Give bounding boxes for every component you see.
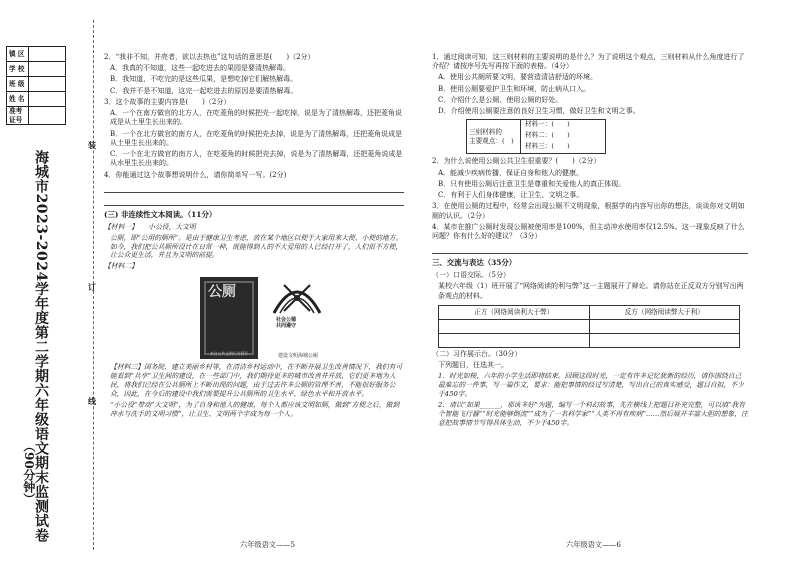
option: B．我知道，不吃完的是这些瓜果，是想吃掉它们解热解毒。 xyxy=(110,75,298,84)
debate-header-pro: 正方（网络阅读利大于弊） xyxy=(439,305,590,319)
info-label: 镇 区 xyxy=(7,47,29,62)
material-2-title: 【材料二】 xyxy=(104,262,138,271)
option: A．使用公共厕所要文明，要营造清洁舒适的环境。 xyxy=(438,73,598,82)
info-label: 班 级 xyxy=(7,77,29,92)
debate-cell[interactable] xyxy=(439,333,590,347)
question-4: 4．你能通过这个故事想说明什么，请你简单写一写。(2分) xyxy=(104,170,287,179)
option: C．介绍什么是公厕、使用公厕的好处。 xyxy=(438,95,563,104)
answer-box-label: 三则材料的 主要观点：( ) xyxy=(467,120,521,153)
debate-table xyxy=(438,305,740,348)
debate-cell[interactable] xyxy=(589,333,740,347)
essay-intro: 下列题目，任选其一。 xyxy=(438,360,508,369)
info-field[interactable] xyxy=(29,47,66,62)
page-5-column xyxy=(104,53,404,421)
info-field[interactable] xyxy=(29,107,66,125)
material-3-text: 【材料三】国务院、建立美丽乡村等，在清洁乡村运动中，在不断开展卫生改善情况下，我们有可能看到“共享”卫生间的建设，在一些部门中，我们期待更多的城市改善并开放，它们更多地为人民，将我们已经在公共厕所上不断出现的问题，由于过去许多公厕的管理不善，不能很好服务公众，因此，在今后的建设中我们需要提升公共厕所的卫生水平、绿色水平和开放水平。 xyxy=(110,363,403,399)
seal-char: 线 xyxy=(88,396,96,406)
section-heading: 三、交流与表达（35分） xyxy=(432,258,517,268)
subsection-heading: （二）习作展示台。（30分） xyxy=(432,349,522,358)
emblem-text: 社会公德 共同遵守 xyxy=(276,317,297,330)
option: B．使用公厕要爱护卫生和环境，防止病从口入。 xyxy=(438,84,591,93)
toilet-poster-image xyxy=(200,277,258,359)
material-1-title: 【材料一】 小公役，大文明 xyxy=(104,222,196,231)
emblem-image xyxy=(268,277,326,359)
answer-line[interactable] xyxy=(104,197,404,206)
material-2-images xyxy=(200,277,404,359)
page-6-column xyxy=(432,53,748,430)
question-3: 3．这个故事的主要内容是( )（2分） xyxy=(104,97,231,106)
option: A．能减少疾病传播，保证自身和他人的健康。 xyxy=(438,168,584,177)
info-field[interactable] xyxy=(29,77,66,92)
reading-question-1: 1．通过阅读可知，这三则材料的主要说明的是什么？为了说明这个观点，三则材料从什么角度进行了介绍？请按序号先写再按下面的表格。（4分） xyxy=(432,53,745,71)
info-field[interactable] xyxy=(29,92,66,107)
material-3-text-2: “小公役”带动“大文明”，为了自身和他人的健康，每个人都应该文明如厕，做到“方便之后，做到冲水与洗手的文明习惯”，让卫生、文明两个字成为每一个人。 xyxy=(110,401,400,419)
page-number: 六年级语文——6 xyxy=(566,540,621,549)
info-label: 学 校 xyxy=(7,62,29,77)
answer-box-row[interactable]: 材料一：( ) xyxy=(525,120,570,129)
answer-box-row[interactable]: 材料三：( ) xyxy=(525,142,570,151)
info-label: 准考证号 xyxy=(7,107,29,125)
exam-duration: （90分钟） xyxy=(21,440,36,505)
student-info-table xyxy=(6,46,66,125)
emblem-icon xyxy=(270,277,324,317)
option: B．一个在北方做官的南方人，在吃菱角的时候把壳去掉，说是为了清热解毒，还把菱角说成是从土里生长出来的。 xyxy=(110,129,403,147)
seal-char: 订 xyxy=(88,282,96,292)
poster-caption: 来自公共文明行为倡导 xyxy=(210,351,248,357)
answer-line[interactable] xyxy=(432,245,748,254)
answer-box-row[interactable]: 材料二：( ) xyxy=(525,131,570,140)
seal-char: 装 xyxy=(88,140,96,150)
option: C．有利于人们身体健康，让卫生、文明之事。 xyxy=(438,191,584,200)
debate-cell[interactable] xyxy=(439,319,590,333)
subsection-heading: （一）口语交际。（5分） xyxy=(432,271,510,280)
page-number: 六年级语文——5 xyxy=(240,540,295,549)
option: B．只有使用公厕后注意卫生是尊重和关爱他人的真正体现。 xyxy=(438,179,626,188)
option: C．一个在北方做官的南方人，在吃菱角的时候把壳去掉，说是为了清热解毒，还把菱角说成是从水里生长出来的。 xyxy=(110,150,403,168)
emblem-caption: 建设文明海城公厕 xyxy=(277,352,318,359)
debate-cell[interactable] xyxy=(589,319,740,333)
essay-option-2: 2．请以“如果______，那该多好”为题，编写一个科幻故事，先在横线上把题目补充完整，可以填“我有个智能飞行器”“时光能够倒流”“成为了一名科学家”“人类不再有疾病”……然后展开丰富大胆的想象，注意把故事情节写得具体生动，不少于450字。 xyxy=(438,401,748,428)
answer-box xyxy=(466,119,606,154)
option: D．介绍使用公厕要注意的良好卫生习惯，做好卫生和文明之事。 xyxy=(438,107,640,116)
reading-question-3: 3．在使用公厕的过程中，经常会出现公厕不文明现象，根据学的内容写出你的想法，谈谈你对文明如厕的认识。（2分） xyxy=(432,202,745,220)
oral-task-text: 某校六年级（1）班开展了“网络阅读的利与弊”这一主题展开了辩论。请你站在正反双方分别写出两条观点的材料。 xyxy=(438,282,744,300)
question-2: 2．“我非不知，并亮者，欲以去热也”这句话的意思是( )（2分） xyxy=(104,53,315,61)
answer-line[interactable] xyxy=(104,184,404,193)
option: A．我真的不知道，这些一起吃进去的果园是要清热解毒。 xyxy=(110,64,291,73)
section-heading: (三) 非连续性文本阅读。（11分） xyxy=(104,209,217,219)
poster-title: 公厕 xyxy=(208,284,236,301)
info-field[interactable] xyxy=(29,62,66,77)
option: A．一个在南方做官的北方人，在吃菱角的时候把壳一起吃掉，说是为了清热解毒，还把菱角说成是从土里生长出来的。 xyxy=(110,109,403,127)
info-label: 姓 名 xyxy=(7,92,29,107)
material-1-text: 公厕，即“公用的厕所”。是由于健康卫生考虑，放在某个地区以便于大家用来大便、小便的地方。如今，我们把公共厕所设计在日常一种，既能得到人的不大爱用的人已经打开了，人们很不方便，让公众更生活，并且为文明的前提。 xyxy=(110,233,403,260)
debate-header-con: 反方（网络阅读弊大于利） xyxy=(589,305,740,319)
reading-question-2: 2．为什么说使用公厕公共卫生很重要？( )（2分） xyxy=(432,157,601,166)
reading-question-4: 4．某市在推广公厕时发现公厕被使用率是100%，但主动冲水使用率仅12.5%。这一现象反映了什么问题？你有什么好的建议？（3分） xyxy=(432,222,745,241)
exam-title: 海城市2023-2024学年度第二学期六年级语文期末监测试卷 xyxy=(33,150,49,543)
option: C．我并不是不知道，这完一起吃进去的原因是要清热解毒。 xyxy=(110,86,298,95)
essay-option-1: 1．时光如梭，六年的小学生活即将结束。回顾这段时光，一定有许多记忆犹新的经历，请你围绕自己最难忘的一件事，写一篇作文，要求：能把事情的经过写清楚，写出自己的真实感受，题目自拟，不少于450字。 xyxy=(438,372,744,399)
